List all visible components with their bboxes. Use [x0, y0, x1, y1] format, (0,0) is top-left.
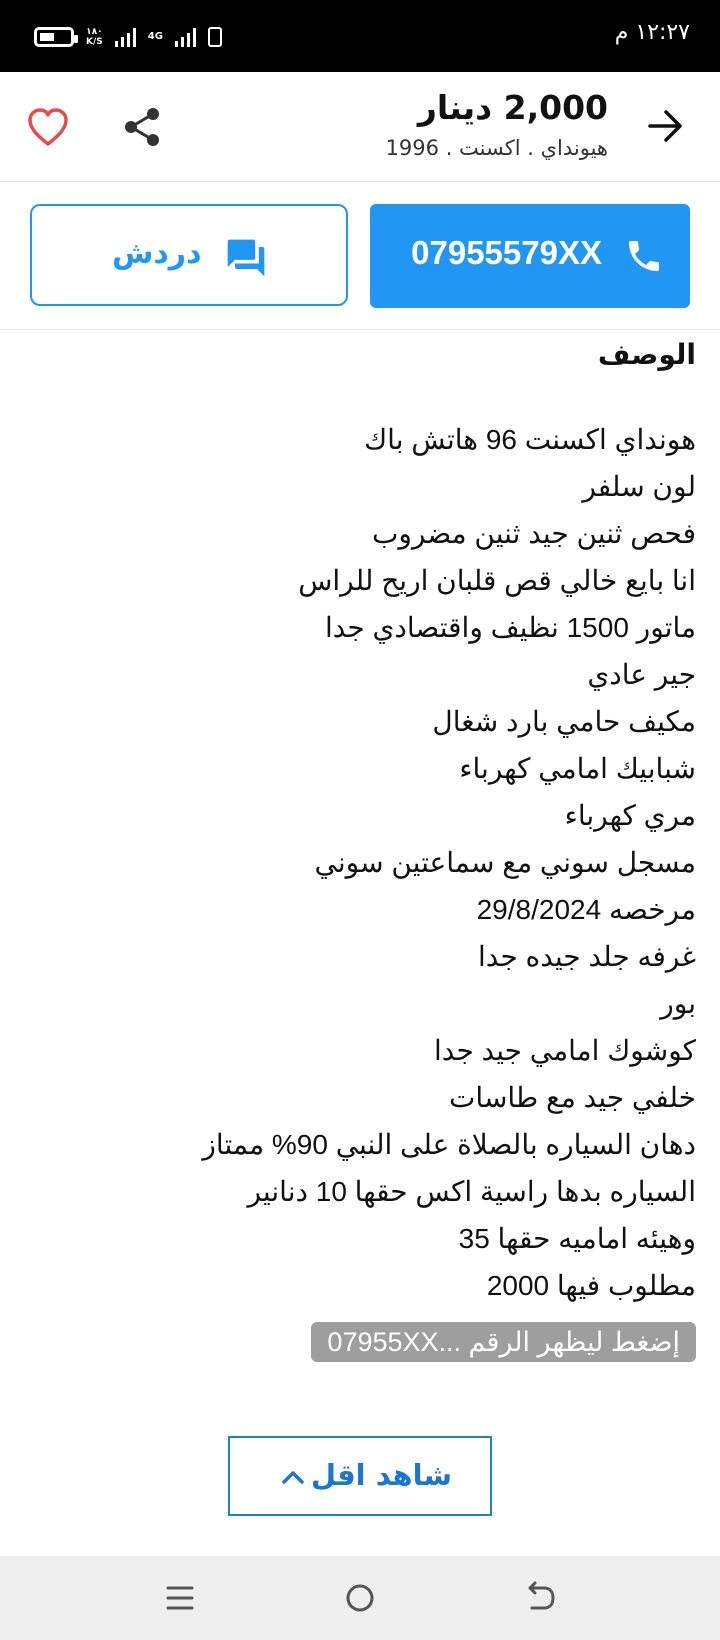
reveal-number-button[interactable]: إضغط ليظهر الرقم ...07955XX — [311, 1322, 696, 1362]
description-line: لون سلفر — [582, 471, 696, 502]
chat-icon — [224, 236, 268, 280]
description-line: دهان السياره بالصلاة على النبي 90% ممتاز — [202, 1129, 696, 1160]
description-body — [36, 416, 696, 1309]
call-button[interactable] — [370, 204, 690, 308]
description-line: انا بايع خالي قص قلبان اريح للراس — [298, 565, 696, 596]
chevron-up-icon — [280, 1464, 306, 1490]
vibrate-icon — [208, 27, 222, 47]
battery-icon — [34, 27, 74, 47]
description-line: مكيف حامي بارد شغال — [432, 706, 696, 737]
contact-actions — [0, 182, 720, 330]
net-speed: ١٨٠ K/S — [86, 27, 103, 47]
share-icon[interactable] — [122, 106, 164, 148]
description-line: مرخصه 29/8/2024 — [476, 894, 696, 925]
back-icon[interactable] — [520, 1578, 560, 1618]
description-line: ماتور 1500 نظيف واقتصادي جدا — [324, 612, 696, 643]
show-less-button[interactable] — [228, 1436, 492, 1516]
description-line: مري كهرباء — [564, 800, 696, 831]
network-type: 4G — [147, 31, 163, 42]
description-line: شبابيك امامي كهرباء — [459, 753, 696, 784]
description-line: فحص ثنين جيد ثنين مضروب — [372, 518, 696, 549]
status-icons — [34, 22, 222, 52]
call-button-label: 07955579XX — [411, 234, 602, 271]
signal-icon — [115, 27, 136, 47]
system-nav-bar — [0, 1556, 720, 1640]
description-line: هونداي اكسنت 96 هاتش باك — [364, 424, 696, 455]
description-line: مسجل سوني مع سماعتين سوني — [314, 847, 696, 878]
description-title: الوصف — [597, 338, 696, 371]
description-line: وهيئه اماميه حقها 35 — [458, 1223, 696, 1254]
description-line: مطلوب فيها 2000 — [486, 1270, 696, 1301]
description-line: خلفي جيد مع طاسات — [449, 1082, 696, 1113]
phone-icon — [624, 236, 664, 276]
listing-price: 2,000 دينار — [417, 88, 608, 127]
listing-header — [0, 72, 720, 182]
show-less-label: شاهد اقل — [310, 1458, 452, 1492]
heart-icon[interactable] — [26, 106, 70, 148]
signal-icon-2 — [175, 27, 196, 47]
description-line: جير عادي — [587, 659, 696, 690]
chat-button-label: دردش — [112, 236, 202, 271]
description-line: غرفه جلد جيده جدا — [477, 941, 696, 972]
description-line: كوشوك امامي جيد جدا — [433, 1035, 696, 1066]
description-line: السياره بدها راسية اكس حقها 10 دنانير — [247, 1176, 696, 1207]
menu-icon[interactable] — [160, 1578, 200, 1618]
description-line: بور — [660, 988, 696, 1019]
home-icon[interactable] — [340, 1578, 380, 1618]
status-bar — [0, 0, 720, 72]
status-time: ١٢:٢٧ م — [614, 20, 690, 45]
back-arrow-icon[interactable] — [646, 106, 686, 146]
chat-button[interactable] — [30, 204, 348, 306]
listing-subtitle: هيونداي . اكسنت . 1996 — [385, 136, 608, 160]
